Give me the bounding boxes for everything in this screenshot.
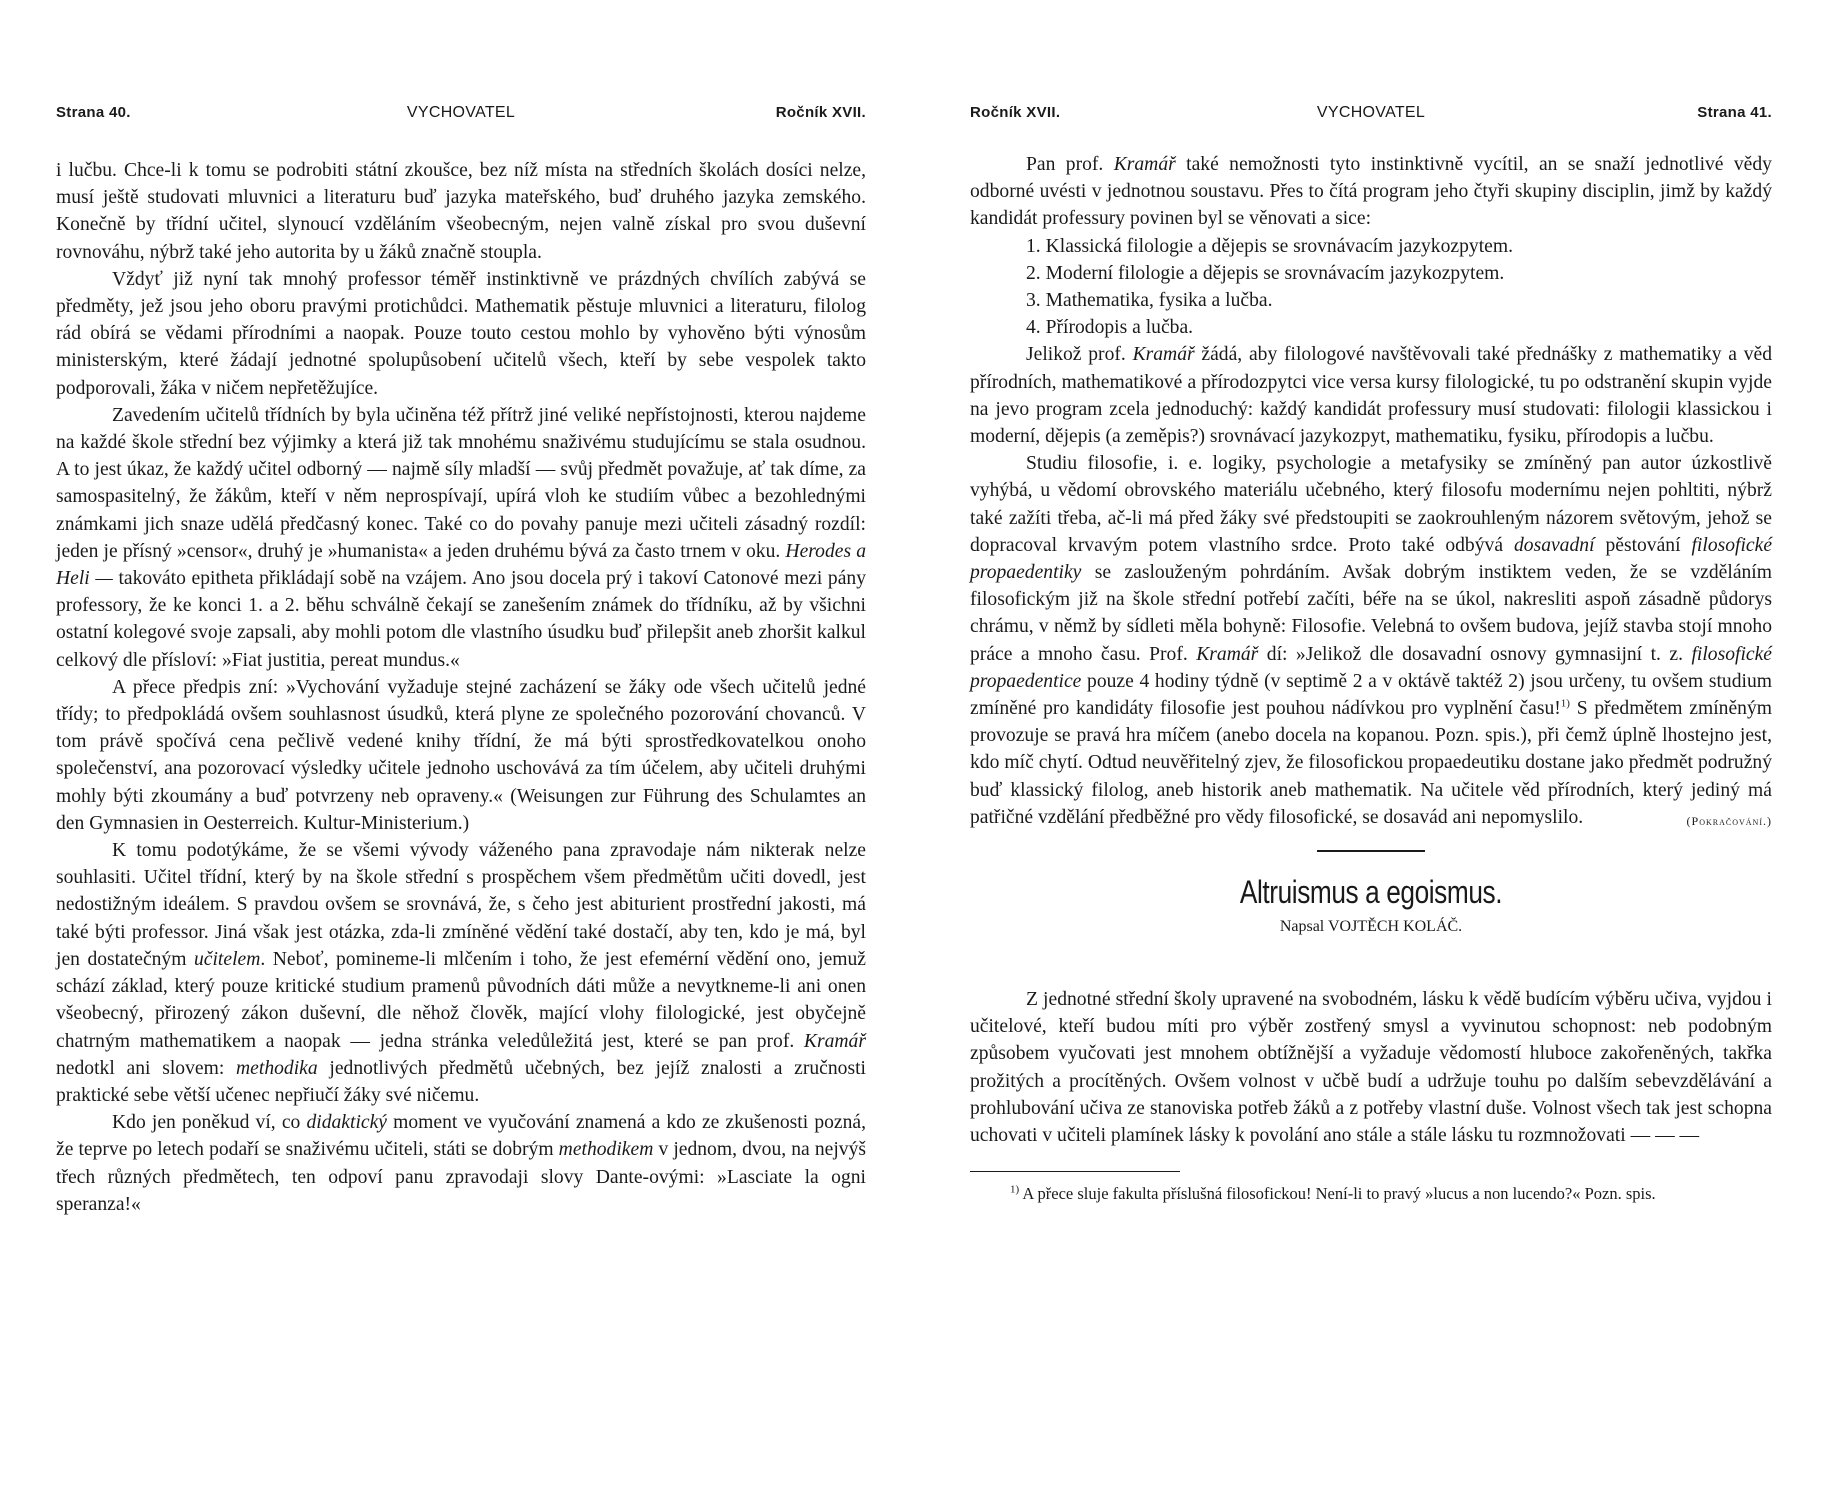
- list-item: 3. Mathematika, fysika a lučba.: [1026, 290, 1273, 312]
- text-run: pouze 4 hodiny týdně (v septimě 2 a v oktávě taktéž 2) jsou určeny, tu ovšem studium zmíněné pro kandidáty filosofie jest pouhou nádívkou pro vyplnění času!: [970, 670, 1772, 720]
- left-page: [56, 0, 866, 1500]
- italic-term: filosofické propaedentiky: [970, 534, 1773, 584]
- italic-term: didaktický: [306, 1112, 387, 1134]
- footnote-marker[interactable]: 1): [1560, 697, 1570, 710]
- text-run: dí: »Jelikož dle dosavadní osnovy gymnasijní t. z.: [1266, 643, 1683, 665]
- page-header: [56, 104, 866, 128]
- paragraph: A přece předpis zní: »Vychování vyžaduje stejné zacházení se žáky ode všech učitelů jedné třídy; to předpokládá ovšem souhlasnost úsudků, která plyne ze společného pozorování chovanců. V tom právě spočívá cena pečlivě vedené knihy třídní, že má býti sprostředkovatelkou onoho společenství, ana pozorovací výsledky učitele jednoho uschovává za tím účelem, aby učiteli druhými mohly býti zkoumány a buď potvrzeny neb opraveny.« (Weisungen zur Führung des Schulamtes an den Gymnasien in Oesterreich. Kultur-Ministerium.): [56, 676, 866, 834]
- article-title: Altruismus a egoismus.: [1239, 874, 1503, 911]
- section-divider: [1317, 850, 1425, 852]
- journal-title: VYCHOVATEL: [1316, 104, 1426, 121]
- footnote-number: [970, 1184, 1019, 1203]
- continuation-note: (Pokračování.): [1686, 813, 1772, 828]
- article-byline: Napsal VOJTĚCH KOLÁČ.: [1279, 918, 1463, 936]
- paragraph: [56, 1109, 866, 1218]
- text-run: Jelikož prof.: [1026, 344, 1126, 366]
- list-item: 2. Moderní filologie a dějepis se srovnávacím jazykozpytem.: [1026, 262, 1505, 284]
- text-run: v jednom, dvou, na nejvýš třech různých předmětech, ten odpoví panu zpravodaji slovy Dante-ovými: »Lasciate la ogni speranza!«: [56, 1139, 866, 1215]
- page-body: [56, 157, 866, 1218]
- page-number: Strana 40.: [56, 104, 131, 121]
- text-run: pěstování: [1605, 534, 1681, 556]
- paragraph: [970, 151, 1772, 233]
- text-run: také nemožnosti tyto instinktivně vycítil, an se snaží jednotlivé vědy odborné uvésti v jednotnou soustavu. Přes to čítá program jeho čtyři skupiny disciplin, jimž by každý kandidát professury povinen byl se věnovati a sice:: [970, 154, 1772, 230]
- text-run: Studiu filosofie, i. e. logiky, psychologie a metafysiky se zmíněný pan autor úzkostlivě vyhýbá, u vědomí obrovského materiálu učebného, který filosofu modernímu nejen pohltiti, nýbrž také zažíti třeba, ač-li má před žáky své předstoupiti se zaokrouhleným názorem světovým, jehož se dopracoval krvavým potem vlastního srdce. Proto také odbývá: [970, 453, 1772, 556]
- text-run: Zavedením učitelů třídních by byla učiněna též přítrž jiné veliké nepřístojnosti, kterou najdeme na každé škole střední bez výjimky a která již tak mnohému snaživému studujícímu se stala osudnou. A to jest úkaz, že každý učitel odborný — najmě síly mladší — svůj předmět považuje, ať tak díme, za samospasitelný, že žákům, kteří v něm neprospívají, upírá vloh ke studiím vůbec a bezohlednými známkami jich snaze udělá předčasný konec. Také co do povahy panuje mezi učiteli zásadný rozdíl: jeden je přísný »censor«, druhý je »humanista« a jeden druhému bývá za často trnem v oku.: [56, 404, 866, 562]
- text-run: Kdo jen poněkud ví, co: [112, 1112, 301, 1134]
- paragraph: [56, 402, 866, 674]
- text-run: Pan prof.: [1026, 154, 1104, 175]
- text-run: se zaslouženým pohrdáním. Avšak dobrým instiktem veden, že se vzděláním filosofickým již na škole střední potřebí začíti, béře na se úkol, nakresliti aspoň zásadně půdorys chrámu, v němž by sídleti měla bohyně: Filosofie. Velebná to ovšem budova, jejíž stavba stojí mnoho práce a mnoho času. Prof.: [970, 562, 1772, 665]
- footnote: [970, 1182, 1772, 1206]
- italic-term: filosofické propaedentice: [970, 643, 1772, 692]
- italic-term: methodikem: [558, 1139, 654, 1161]
- text-run: . Neboť, pomineme-li mlčením i toho, že jest efemérní vědění ono, jemuž schází základ, který pouze kritické studium pramenů původních dáti může a nevytkneme-li ani onen všeobecný, přirozený zákon duševní, dle něhož člověk, mající vlohy filologické, jest obyčejně chatrným mathematikem a naopak — jedna stránka veledůležitá jest, které se pan prof.: [56, 948, 867, 1052]
- italic-term: učitelem: [194, 948, 261, 970]
- volume-label: Ročník XVII.: [775, 104, 866, 121]
- volume-label: Ročník XVII.: [970, 104, 1061, 121]
- italic-term: methodika: [236, 1057, 318, 1079]
- footnote-text: A přece sluje fakulta příslušná filosofickou! Není-li to pravý »lucus a non lucendo?« Pozn. spis.: [1022, 1184, 1656, 1204]
- text-run: takováto epitheta přikládají sobě na vzájem. Ano jsou docela prý i takoví Catonové mezi pány professory, že ke konci 1. a 2. běhu schválně čekají se zanešením známek do třídníku, až by všichni ostatní kolegové svoje zapsali, aby mohli potom dle vlastního úsudku buď přilepšit aneb zhoršit kalkul celkový dle přísloví: »Fiat justitia, pereat mundus.«: [56, 568, 866, 671]
- text-run: žádá, aby filologové navštěvovali také přednášky z mathematiky a věd přírodních, mathematikové a přírodozpytci vice versa kursy filologické, tu po odstranění skupin vyjde na jevo program zcela jednoduchý: každý kandidát professury musí studovati: filologii klassickou i moderní, dějepis (a zeměpis?) srovnávací jazykozpyt, mathematiku, fysiku, přírodopis a lučbu.: [970, 344, 1772, 448]
- footnote-divider: [970, 1171, 1180, 1172]
- footnote-marker: 1): [1010, 1183, 1020, 1196]
- paragraph: [970, 450, 1772, 831]
- right-page: [970, 0, 1772, 1500]
- text-run: S předmětem zmíněným provozuje se pravá hra míčem (anebo docela na kopanou. Pozn. spis.), při čemž úplně lhostejno jest, kdo míč chytí. Odtud neuvěřitelný zjev, že filosofickou propaedeutiku dostane jako předmět podružný buď klassický filolog, aneb historik aneb mathematik. Na učitele věd přírodních, který jediný má patřičné vzdělání předběžné pro vědy filosofické, se dosavád ani nepomyslilo.: [970, 698, 1772, 828]
- text-run: K tomu podotýkáme, že se všemi vývody váženého pana zpravodaje nám nikterak nelze souhlasiti. Učitel třídní, který by na škole střední s prospěchem všem předmětům učiti dovedl, jest nedostižným ideálem. S pravdou ovšem se srovnává, že, s čeho jest abiturient prostřední jakosti, má také býti professor. Jiná však jest otázka, zda-li zmíněné vědění také dostačí, aby ten, kdo je má, byl jen dostatečným: [56, 840, 866, 970]
- italic-term: Kramář: [803, 1030, 866, 1052]
- paragraph: [970, 341, 1772, 450]
- italic-term: dosavadní: [1513, 534, 1595, 556]
- text-run: moment ve vyučování znamená a kdo ze zkušenosti pozná, že teprve po letech podaří se snaživému učiteli, státi se dobrým: [56, 1112, 866, 1161]
- italic-term: Kramář: [1113, 154, 1176, 175]
- paragraph: i lučbu. Chce-li k tomu se podrobiti státní zkoušce, bez níž místa na středních školách dosíci nelze, musí ještě studovati mluvnici a literaturu buď jazyka mateřského, buď druhého jazyka zemského. Konečně by třídní učitel, slynoucí vzděláním všeobecným, nejen valně získal pro svou duševní rovnováhu, nýbrž také jeho autorita by u žáků značně stoupla.: [56, 160, 866, 263]
- text-run: nedotkl ani slovem:: [56, 1057, 225, 1079]
- page-body: [970, 151, 1772, 1206]
- list-item: 1. Klassická filologie a dějepis se srovnávacím jazykozpytem.: [1026, 235, 1513, 257]
- paragraph: [56, 837, 866, 1109]
- paragraph: Z jednotné střední školy upravené na svobodném, lásku k vědě budícím výběru učiva, vyjdou i učitelové, kteří budou míti pro výběr zostřený smysl a vyvinutou schopnost: neb podobným způsobem vyučovati jest mnohem obtížnější a vyžaduje vědomostí hluboce zakořeněných, takřka prožitých a procítěných. Ovšem volnost v učbě budí a udržuje touhu po dalším sebevzdělávání a prohlubování učiva ze stanoviska potřeb žáků a z potřeby vlastní duše. Volnost všech tak jest schopna uchovati v učiteli plamínek lásky k povolání ano stále a stále lásku tu rozmnožovati — — —: [970, 989, 1772, 1147]
- italic-term: Herodes a Heli —: [56, 540, 866, 590]
- page-header: [970, 104, 1772, 128]
- italic-term: Kramář: [1196, 643, 1259, 665]
- list-item: 4. Přírodopis a lučba.: [1026, 317, 1194, 339]
- text-run: jednotlivých předmětů učebných, bez jejíž znalosti a zručnosti praktické sebe větší učenec nepřiučí žáky své ničemu.: [56, 1057, 866, 1106]
- italic-term: Kramář: [1132, 344, 1195, 366]
- journal-title: VYCHOVATEL: [406, 104, 516, 121]
- paragraph: Vždyť již nyní tak mnohý professor téměř instinktivně ve prázdných chvílích zabývá se předměty, jež jsou jeho oboru pravými protichůdci. Mathematik pěstuje mluvnici a literaturu, filolog rád obírá se vědami přírodními a naopak. Pouze touto cestou mohlo by vyhověno býti výnosům ministerským, které žádají jednotné spolupůsobení učitelů všech, kteří by sebe vespolek takto podporovali, žáka v ničem nepřetěžujíce.: [56, 268, 866, 399]
- page-number: Strana 41.: [1697, 104, 1772, 121]
